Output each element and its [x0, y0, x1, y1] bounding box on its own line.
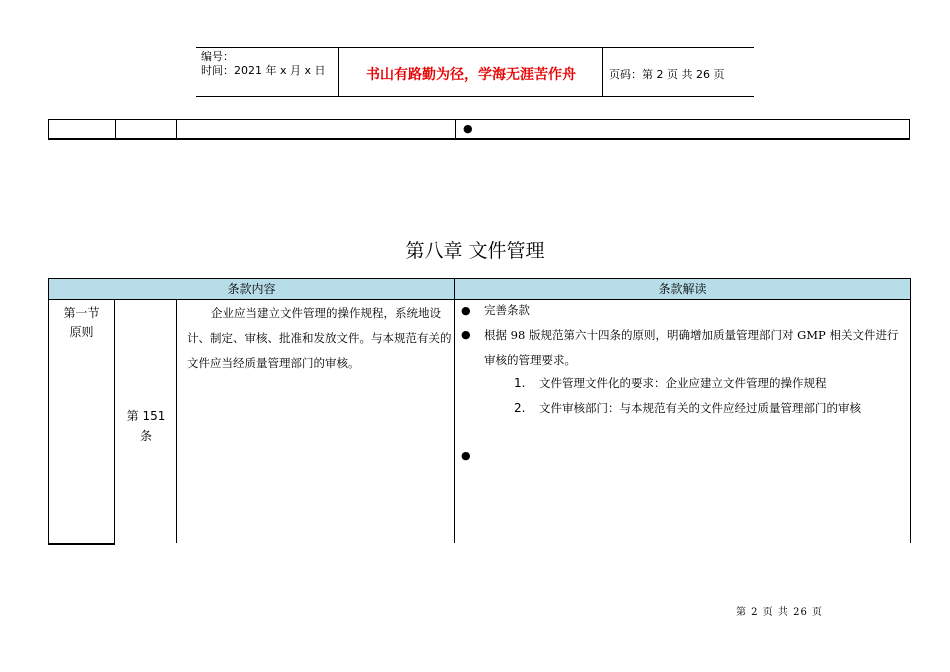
- section-title: [48, 304, 115, 342]
- previous-table-row: [48, 119, 910, 140]
- interpretation-item: 根据 98 版规范第六十四条的原则，明确增加质量管理部门对 GMP 相关文件进行审核的管理要求。: [484, 328, 899, 367]
- header-bottom-rule: [196, 96, 754, 97]
- col-divider: [115, 120, 116, 138]
- table-bottom-border: [48, 543, 115, 545]
- interpretation-item: 完善条款: [484, 303, 530, 317]
- time-label: 时间：2021 年 x 月 x 日: [201, 64, 326, 77]
- section-title-text: 第一节 原则: [63, 306, 100, 339]
- code-label: 编号：: [201, 50, 234, 63]
- bullet-icon: ●: [461, 449, 471, 462]
- header-motto: 书山有路勤为径，学海无涯苦作舟: [366, 67, 576, 83]
- numbered-item: 文件审核部门：与本规范有关的文件应经过质量管理部门的审核: [539, 401, 861, 415]
- clause-table: [48, 278, 911, 545]
- header-page-label: 页码：第 2 页 共 26 页: [609, 68, 725, 81]
- bullet-icon: ●: [461, 328, 471, 341]
- table-right-border: [910, 300, 911, 543]
- header-top-rule: [196, 47, 754, 48]
- bullet-icon: ●: [461, 304, 471, 317]
- clause-content-text: 企业应当建立文件管理的操作规程，系统地设计、制定、审核、批准和发放文件。与本规范有关的文件应当经质量管理部门的审核。: [187, 306, 452, 370]
- article-number-text: 第 151 条: [126, 409, 166, 443]
- list-number: 2.: [514, 401, 526, 415]
- header-divider-right: [602, 47, 603, 96]
- header-divider-left: [338, 47, 339, 96]
- header-clause-content: 条款内容: [48, 278, 455, 300]
- col-divider: [455, 120, 456, 138]
- header-meta: [201, 50, 326, 78]
- header-clause-interpretation: 条款解读: [454, 278, 911, 300]
- col-divider: [176, 120, 177, 138]
- article-number: [115, 406, 177, 446]
- bullet-icon: ●: [463, 122, 473, 135]
- list-number: 1.: [514, 376, 526, 390]
- numbered-item: 文件管理文件化的要求：企业应建立文件管理的操作规程: [539, 376, 827, 390]
- chapter-title: 第八章 文件管理: [405, 240, 545, 262]
- page-footer: 第 2 页 共 26 页: [736, 607, 823, 618]
